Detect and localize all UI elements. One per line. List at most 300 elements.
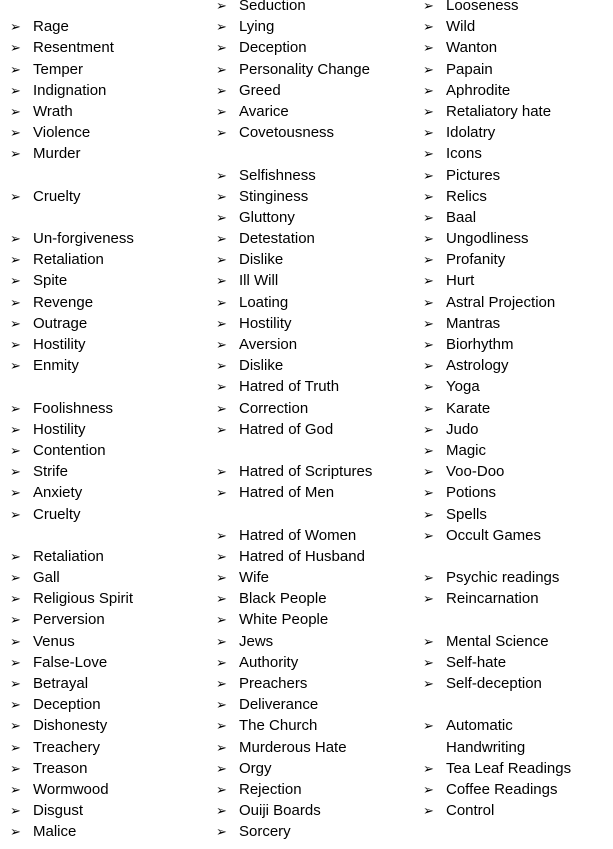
arrow-bullet-icon: ➢ bbox=[216, 400, 227, 416]
list-item-text: Betrayal bbox=[33, 675, 89, 692]
list-item bbox=[423, 228, 613, 249]
list-item bbox=[10, 779, 205, 800]
list-item-text: Deception bbox=[239, 39, 307, 57]
list-item bbox=[423, 398, 613, 419]
arrow-bullet-icon: ➢ bbox=[10, 188, 21, 204]
arrow-bullet-icon: ➢ bbox=[423, 654, 434, 670]
list-item bbox=[10, 186, 205, 207]
arrow-bullet-icon: ➢ bbox=[216, 358, 227, 374]
list-item-text: Greed bbox=[239, 81, 281, 99]
arrow-bullet-icon: ➢ bbox=[10, 442, 21, 458]
arrow-bullet-icon: ➢ bbox=[423, 125, 434, 141]
list-item-text: Occult Games bbox=[446, 526, 542, 544]
list-item bbox=[216, 249, 416, 270]
list-item-text: Revenge bbox=[33, 293, 94, 311]
arrow-bullet-icon: ➢ bbox=[423, 506, 434, 522]
list-item bbox=[216, 80, 416, 101]
list-item-text: Tea Leaf Readings bbox=[446, 759, 572, 777]
list-item bbox=[216, 16, 416, 37]
arrow-bullet-icon: ➢ bbox=[10, 315, 21, 331]
list-item-text: Enmity bbox=[33, 357, 79, 375]
list-item bbox=[423, 715, 613, 736]
arrow-bullet-icon: ➢ bbox=[216, 718, 227, 734]
list-item bbox=[423, 186, 613, 207]
list-item-text: Hostility bbox=[33, 336, 86, 353]
list-item-text: Yoga bbox=[446, 378, 480, 396]
list-item bbox=[10, 737, 205, 758]
list-item-text: Wanton bbox=[446, 39, 498, 57]
list-item bbox=[216, 800, 416, 821]
arrow-bullet-icon: ➢ bbox=[423, 379, 434, 395]
arrow-bullet-icon: ➢ bbox=[10, 103, 21, 119]
arrow-bullet-icon: ➢ bbox=[423, 485, 434, 501]
list-item bbox=[423, 461, 613, 482]
list-item-text: Cruelty bbox=[33, 187, 81, 205]
list-item-text: Venus bbox=[33, 632, 75, 650]
arrow-bullet-icon: ➢ bbox=[423, 760, 434, 776]
list-item bbox=[216, 758, 416, 779]
list-item-text: Wild bbox=[446, 18, 476, 36]
list-item bbox=[216, 186, 416, 207]
arrow-bullet-icon: ➢ bbox=[10, 739, 21, 755]
blank-line bbox=[10, 207, 205, 228]
arrow-bullet-icon: ➢ bbox=[423, 400, 434, 416]
list-item bbox=[216, 355, 416, 376]
arrow-bullet-icon: ➢ bbox=[10, 421, 21, 437]
list-item-text: Hatred of Truth bbox=[239, 378, 340, 396]
list-item bbox=[10, 631, 205, 652]
list-item-text: Dishonesty bbox=[33, 717, 108, 735]
arrow-bullet-icon: ➢ bbox=[216, 188, 227, 204]
list-item bbox=[216, 165, 416, 186]
arrow-bullet-icon: ➢ bbox=[423, 718, 434, 734]
list-item-text: Un-forgiveness bbox=[33, 230, 134, 248]
arrow-bullet-icon: ➢ bbox=[423, 442, 434, 458]
list-item bbox=[10, 80, 205, 101]
list-item-text: Dislike bbox=[239, 251, 284, 269]
list-item bbox=[423, 143, 613, 164]
list-item-text: Astral Projection bbox=[446, 293, 556, 311]
list-item-text: Murder bbox=[33, 145, 81, 163]
list-item bbox=[423, 376, 613, 397]
list-item-text: Ouiji Boards bbox=[239, 802, 321, 820]
arrow-bullet-icon: ➢ bbox=[423, 676, 434, 691]
arrow-bullet-icon: ➢ bbox=[216, 633, 227, 649]
arrow-bullet-icon: ➢ bbox=[216, 61, 227, 77]
arrow-bullet-icon: ➢ bbox=[423, 252, 434, 268]
list-item bbox=[10, 609, 205, 630]
list-item-text: Gluttony bbox=[239, 208, 295, 226]
list-item-text: Looseness bbox=[446, 0, 519, 14]
list-item-text: Murderous Hate bbox=[239, 738, 347, 756]
list-item-text: Hatred of Women bbox=[239, 526, 357, 544]
arrow-bullet-icon bbox=[423, 737, 446, 758]
list-item bbox=[216, 270, 416, 291]
arrow-bullet-icon: ➢ bbox=[216, 0, 227, 13]
list-item bbox=[10, 821, 205, 842]
arrow-bullet-icon: ➢ bbox=[216, 315, 227, 331]
list-item-text: Resentment bbox=[33, 39, 114, 57]
list-item-text: Handwriting bbox=[446, 738, 526, 756]
list-item-text: Religious Spirit bbox=[33, 590, 134, 608]
list-item bbox=[423, 631, 613, 652]
list-item bbox=[423, 80, 613, 101]
list-item-text: Potions bbox=[446, 484, 497, 502]
list-item-text: Selfishness bbox=[239, 166, 316, 184]
list-item bbox=[216, 737, 416, 758]
list-item-text: Rejection bbox=[239, 780, 302, 798]
list-item-text: Retaliation bbox=[33, 547, 104, 565]
arrow-bullet-icon: ➢ bbox=[423, 167, 434, 183]
list-item bbox=[423, 334, 613, 355]
arrow-bullet-icon: ➢ bbox=[216, 337, 227, 352]
list-item bbox=[423, 779, 613, 800]
list-item-text: Wife bbox=[239, 569, 269, 587]
list-item bbox=[216, 0, 416, 16]
blank-line bbox=[423, 694, 613, 715]
list-item-text: Personality Change bbox=[239, 60, 370, 78]
arrow-bullet-icon: ➢ bbox=[10, 591, 21, 607]
list-item-text: Hurt bbox=[446, 272, 475, 290]
arrow-bullet-icon: ➢ bbox=[423, 273, 434, 289]
list-item bbox=[10, 652, 205, 673]
list-item-text: Spite bbox=[33, 272, 68, 290]
arrow-bullet-icon: ➢ bbox=[10, 676, 21, 691]
list-item-text: Lying bbox=[239, 18, 275, 36]
arrow-bullet-icon: ➢ bbox=[10, 612, 21, 628]
list-item bbox=[10, 419, 205, 440]
arrow-bullet-icon: ➢ bbox=[423, 188, 434, 204]
list-item-text: Wormwood bbox=[33, 780, 109, 798]
list-item-text: White People bbox=[239, 611, 329, 629]
blank-line bbox=[10, 525, 205, 546]
list-item bbox=[216, 715, 416, 736]
list-item-text: Self-deception bbox=[446, 675, 542, 692]
column-1 bbox=[10, 0, 205, 843]
arrow-bullet-icon: ➢ bbox=[10, 19, 21, 35]
list-item-text: Relics bbox=[446, 187, 487, 205]
arrow-bullet-icon: ➢ bbox=[10, 464, 21, 480]
list-item-text: Correction bbox=[239, 399, 309, 417]
arrow-bullet-icon: ➢ bbox=[423, 633, 434, 649]
list-item bbox=[10, 758, 205, 779]
list-item-text: Authority bbox=[239, 653, 299, 671]
arrow-bullet-icon: ➢ bbox=[423, 0, 434, 13]
list-item bbox=[423, 355, 613, 376]
list-item bbox=[10, 313, 205, 334]
list-item bbox=[216, 821, 416, 842]
list-item bbox=[423, 59, 613, 80]
list-item bbox=[423, 419, 613, 440]
list-item-text: Hatred of God bbox=[239, 420, 334, 438]
list-item-text: Judo bbox=[446, 420, 479, 438]
list-item-text: Disgust bbox=[33, 802, 84, 820]
arrow-bullet-icon: ➢ bbox=[10, 570, 21, 586]
list-item-text: Coffee Readings bbox=[446, 780, 558, 798]
arrow-bullet-icon: ➢ bbox=[216, 760, 227, 776]
list-item-text: Sorcery bbox=[239, 823, 291, 841]
arrow-bullet-icon: ➢ bbox=[216, 485, 227, 501]
list-item-text: Automatic bbox=[446, 717, 513, 735]
arrow-bullet-icon: ➢ bbox=[216, 591, 227, 607]
list-item bbox=[10, 270, 205, 291]
arrow-bullet-icon: ➢ bbox=[423, 803, 434, 819]
list-item bbox=[423, 737, 613, 758]
list-item bbox=[216, 609, 416, 630]
list-item bbox=[216, 546, 416, 567]
list-item-text: The Church bbox=[239, 717, 318, 735]
list-item-text: Control bbox=[446, 802, 495, 820]
list-item-text: Biorhythm bbox=[446, 336, 514, 353]
list-item-text: Treason bbox=[33, 759, 88, 777]
list-item-text: Contention bbox=[33, 441, 106, 459]
list-item bbox=[216, 631, 416, 652]
list-item-text: Loating bbox=[239, 293, 289, 311]
arrow-bullet-icon: ➢ bbox=[10, 400, 21, 416]
arrow-bullet-icon: ➢ bbox=[423, 209, 434, 225]
list-item bbox=[216, 652, 416, 673]
list-item bbox=[216, 37, 416, 58]
list-item bbox=[216, 461, 416, 482]
list-item-text: Profanity bbox=[446, 251, 506, 269]
list-item-text: Papain bbox=[446, 60, 493, 78]
blank-line bbox=[423, 546, 613, 567]
arrow-bullet-icon: ➢ bbox=[10, 781, 21, 797]
list-item-text: Magic bbox=[446, 441, 487, 459]
list-item-text: Detestation bbox=[239, 230, 315, 248]
blank-line bbox=[10, 0, 205, 16]
arrow-bullet-icon: ➢ bbox=[423, 19, 434, 35]
arrow-bullet-icon: ➢ bbox=[10, 633, 21, 649]
list-item bbox=[216, 101, 416, 122]
arrow-bullet-icon: ➢ bbox=[423, 527, 434, 543]
arrow-bullet-icon: ➢ bbox=[10, 824, 21, 840]
blank-line bbox=[423, 609, 613, 630]
arrow-bullet-icon: ➢ bbox=[216, 125, 227, 141]
list-item-text: Perversion bbox=[33, 611, 105, 629]
list-item bbox=[423, 122, 613, 143]
arrow-bullet-icon: ➢ bbox=[216, 379, 227, 395]
arrow-bullet-icon: ➢ bbox=[216, 167, 227, 183]
arrow-bullet-icon: ➢ bbox=[423, 103, 434, 119]
blank-line bbox=[216, 504, 416, 525]
arrow-bullet-icon: ➢ bbox=[10, 506, 21, 522]
list-item-text: Orgy bbox=[239, 759, 272, 777]
arrow-bullet-icon: ➢ bbox=[216, 231, 227, 247]
blank-line bbox=[216, 440, 416, 461]
arrow-bullet-icon: ➢ bbox=[216, 273, 227, 289]
list-item bbox=[423, 673, 613, 694]
list-item bbox=[216, 588, 416, 609]
list-item bbox=[10, 567, 205, 588]
list-item-text: Ill Will bbox=[239, 272, 279, 290]
arrow-bullet-icon: ➢ bbox=[423, 82, 434, 98]
list-item-text: Preachers bbox=[239, 675, 308, 692]
list-item bbox=[10, 249, 205, 270]
arrow-bullet-icon: ➢ bbox=[10, 146, 21, 162]
list-item bbox=[216, 779, 416, 800]
list-item bbox=[423, 37, 613, 58]
arrow-bullet-icon: ➢ bbox=[10, 82, 21, 98]
list-item-text: Foolishness bbox=[33, 399, 114, 417]
arrow-bullet-icon: ➢ bbox=[423, 464, 434, 480]
list-item bbox=[216, 376, 416, 397]
list-item bbox=[423, 800, 613, 821]
list-item bbox=[423, 207, 613, 228]
list-item bbox=[216, 673, 416, 694]
list-item bbox=[423, 16, 613, 37]
list-item-text: Anxiety bbox=[33, 484, 83, 502]
list-item-text: Malice bbox=[33, 823, 77, 841]
list-item bbox=[216, 398, 416, 419]
list-item bbox=[10, 398, 205, 419]
list-item-text: Retaliation bbox=[33, 251, 104, 269]
list-item bbox=[10, 59, 205, 80]
arrow-bullet-icon: ➢ bbox=[216, 40, 227, 56]
list-item bbox=[216, 207, 416, 228]
arrow-bullet-icon: ➢ bbox=[216, 570, 227, 586]
arrow-bullet-icon: ➢ bbox=[423, 591, 434, 607]
arrow-bullet-icon: ➢ bbox=[10, 718, 21, 734]
list-item-text: Voo-Doo bbox=[446, 463, 505, 481]
arrow-bullet-icon: ➢ bbox=[10, 40, 21, 56]
arrow-bullet-icon: ➢ bbox=[423, 570, 434, 586]
list-item-text: Deception bbox=[33, 696, 101, 714]
arrow-bullet-icon: ➢ bbox=[10, 697, 21, 713]
blank-line bbox=[10, 376, 205, 397]
list-item bbox=[423, 588, 613, 609]
arrow-bullet-icon: ➢ bbox=[10, 485, 21, 501]
list-item bbox=[10, 334, 205, 355]
list-item-text: Hatred of Scriptures bbox=[239, 463, 373, 481]
list-item-text: Gall bbox=[33, 569, 60, 587]
arrow-bullet-icon: ➢ bbox=[423, 781, 434, 797]
arrow-bullet-icon: ➢ bbox=[423, 294, 434, 310]
list-item bbox=[216, 59, 416, 80]
list-item bbox=[10, 800, 205, 821]
arrow-bullet-icon: ➢ bbox=[10, 252, 21, 268]
list-item bbox=[216, 228, 416, 249]
list-item bbox=[216, 313, 416, 334]
list-item bbox=[423, 249, 613, 270]
column-2 bbox=[216, 0, 416, 843]
arrow-bullet-icon: ➢ bbox=[216, 294, 227, 310]
list-item bbox=[423, 440, 613, 461]
list-item-text: Hostility bbox=[239, 314, 292, 332]
list-item-text: Hatred of Men bbox=[239, 484, 335, 502]
list-item-text: Ungodliness bbox=[446, 230, 529, 248]
arrow-bullet-icon: ➢ bbox=[10, 231, 21, 247]
list-item-text: Hatred of Husband bbox=[239, 547, 365, 565]
arrow-bullet-icon: ➢ bbox=[10, 337, 21, 352]
list-item bbox=[423, 165, 613, 186]
arrow-bullet-icon: ➢ bbox=[423, 61, 434, 77]
arrow-bullet-icon: ➢ bbox=[216, 19, 227, 35]
blank-line bbox=[10, 165, 205, 186]
arrow-bullet-icon: ➢ bbox=[216, 654, 227, 670]
list-item-text: Idolatry bbox=[446, 124, 496, 142]
list-item-text: Aphrodite bbox=[446, 81, 511, 99]
list-item-text: Retaliatory hate bbox=[446, 102, 552, 120]
arrow-bullet-icon: ➢ bbox=[216, 676, 227, 691]
list-item bbox=[10, 440, 205, 461]
list-item bbox=[423, 482, 613, 503]
list-item bbox=[423, 313, 613, 334]
arrow-bullet-icon: ➢ bbox=[10, 273, 21, 289]
arrow-bullet-icon: ➢ bbox=[10, 125, 21, 141]
list-item-text: Mental Science bbox=[446, 632, 549, 650]
list-item bbox=[216, 567, 416, 588]
list-item-text: Karate bbox=[446, 399, 491, 417]
list-item-text: Wrath bbox=[33, 102, 73, 120]
list-item bbox=[216, 292, 416, 313]
arrow-bullet-icon: ➢ bbox=[216, 697, 227, 713]
list-item bbox=[10, 37, 205, 58]
list-item bbox=[10, 122, 205, 143]
list-item-text: False-Love bbox=[33, 653, 108, 671]
list-item bbox=[423, 504, 613, 525]
list-item-text: Strife bbox=[33, 463, 69, 481]
list-item-text: Reincarnation bbox=[446, 590, 539, 608]
list-item-text: Seduction bbox=[239, 0, 306, 14]
arrow-bullet-icon: ➢ bbox=[423, 358, 434, 374]
arrow-bullet-icon: ➢ bbox=[423, 421, 434, 437]
list-item-text: Rage bbox=[33, 18, 69, 36]
list-item-text: Treachery bbox=[33, 738, 100, 756]
arrow-bullet-icon: ➢ bbox=[216, 103, 227, 119]
list-item bbox=[216, 334, 416, 355]
arrow-bullet-icon: ➢ bbox=[10, 760, 21, 776]
list-item bbox=[10, 16, 205, 37]
arrow-bullet-icon: ➢ bbox=[216, 824, 227, 840]
list-item-text: Temper bbox=[33, 60, 84, 78]
arrow-bullet-icon: ➢ bbox=[216, 612, 227, 628]
list-item bbox=[216, 122, 416, 143]
arrow-bullet-icon: ➢ bbox=[216, 739, 227, 755]
arrow-bullet-icon: ➢ bbox=[216, 527, 227, 543]
arrow-bullet-icon: ➢ bbox=[216, 421, 227, 437]
list-item-text: Self-hate bbox=[446, 653, 507, 671]
list-item-text: Psychic readings bbox=[446, 569, 560, 587]
list-item-text: Pictures bbox=[446, 166, 501, 184]
list-item-text: Deliverance bbox=[239, 696, 319, 714]
list-item bbox=[10, 504, 205, 525]
list-item bbox=[423, 270, 613, 291]
list-item-text: Hostility bbox=[33, 420, 86, 438]
list-item-text: Jews bbox=[239, 632, 274, 650]
list-item bbox=[423, 652, 613, 673]
arrow-bullet-icon: ➢ bbox=[216, 548, 227, 564]
list-item bbox=[216, 525, 416, 546]
list-item bbox=[10, 101, 205, 122]
arrow-bullet-icon: ➢ bbox=[10, 358, 21, 374]
list-item bbox=[10, 292, 205, 313]
arrow-bullet-icon: ➢ bbox=[216, 464, 227, 480]
list-item bbox=[216, 419, 416, 440]
arrow-bullet-icon: ➢ bbox=[423, 315, 434, 331]
list-item-text: Cruelty bbox=[33, 505, 81, 523]
list-item bbox=[423, 758, 613, 779]
list-item bbox=[10, 143, 205, 164]
list-item bbox=[423, 525, 613, 546]
arrow-bullet-icon: ➢ bbox=[216, 252, 227, 268]
list-item-text: Indignation bbox=[33, 81, 107, 99]
arrow-bullet-icon: ➢ bbox=[10, 548, 21, 564]
arrow-bullet-icon: ➢ bbox=[216, 82, 227, 98]
list-item-text: Covetousness bbox=[239, 124, 335, 142]
list-item-text: Outrage bbox=[33, 314, 88, 332]
list-item bbox=[10, 715, 205, 736]
